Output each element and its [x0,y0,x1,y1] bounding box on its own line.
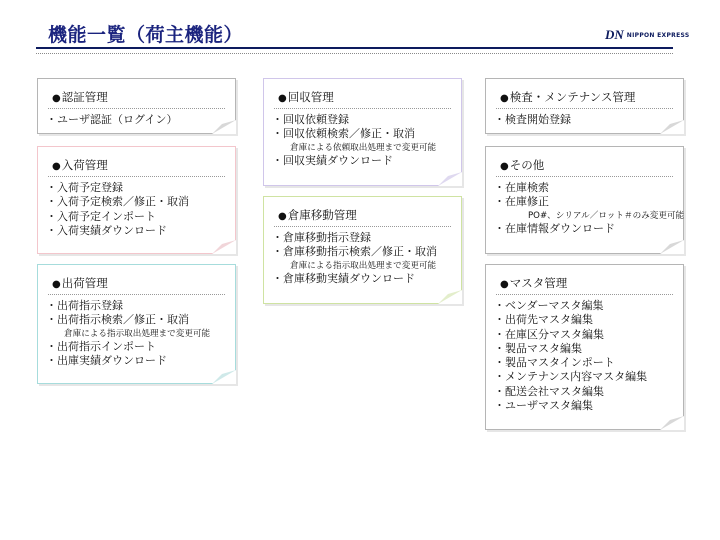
card-auth-title: ●認証管理 [52,90,108,104]
card-auth [37,78,236,134]
card-other-title: ●その他 [500,158,545,172]
card-inbound-title: ●入荷管理 [52,158,108,172]
item-note: PO#、シリアル／ロット＃のみ変更可能 [528,210,685,221]
page-curl-icon [438,172,462,186]
list-item: ・製品マスタ編集 [494,341,582,355]
card-transfer [263,196,462,304]
card-outbound [37,264,236,384]
list-item: ・回収実績ダウンロード [272,154,393,168]
list-item: ・入荷予定検索／修正・取消 [46,195,189,209]
page-title: 機能一覧（荷主機能） [48,24,244,46]
header-rule [36,47,673,49]
item-note: 倉庫による指示取出処理まで変更可能 [64,328,211,339]
list-item: ・配送会社マスタ編集 [494,384,604,398]
list-item: ・入荷予定インポート [46,209,156,223]
card-auth-separator [48,108,225,109]
card-inspection [485,78,684,134]
list-item: ・出荷先マスタ編集 [494,313,593,327]
list-item: ・出荷指示検索／修正・取消 [46,313,189,327]
list-item: ・製品マスタインポート [494,356,615,370]
page-curl-icon [212,370,236,384]
card-master-title: ●マスタ管理 [500,276,568,290]
page-curl-icon [438,290,462,304]
card-other [485,146,684,254]
card-transfer-separator [274,226,451,227]
list-item: ・ベンダーマスタ編集 [494,299,604,312]
list-item: ・倉庫移動指示登録 [272,231,371,244]
list-item: ・ユーザマスタ編集 [494,399,593,413]
page-curl-icon [660,240,684,254]
page-curl-icon [212,120,236,134]
list-item: ・在庫情報ダウンロード [494,222,615,236]
card-inspection-separator [496,108,673,109]
list-item: ・検査開始登録 [494,113,571,126]
list-item: ・在庫区分マスタ編集 [494,327,604,341]
list-item: ・倉庫移動指示検索／修正・取消 [272,245,437,259]
card-master-separator [496,294,673,295]
header-dotted-rule [36,53,673,54]
company-logo [605,27,689,43]
card-outbound-title: ●出荷管理 [52,276,108,290]
card-collection-title: ●回収管理 [278,90,334,104]
list-item: ・出荷指示登録 [46,299,123,312]
list-item: ・出庫実績ダウンロード [46,354,167,368]
list-item: ・入荷実績ダウンロード [46,223,167,237]
list-item: ・回収依頼登録 [272,113,349,126]
card-collection [263,78,462,186]
card-other-separator [496,176,673,177]
page-curl-icon [212,240,236,254]
list-item: ・在庫修正 [494,195,549,209]
card-inbound-separator [48,176,225,177]
logo-text: NIPPON EXPRESS [626,31,690,39]
card-transfer-title: ●倉庫移動管理 [278,208,357,222]
logo-mark: DN [605,27,624,42]
list-item: ・ユーザ認証（ログイン） [46,113,178,126]
list-item: ・入荷予定登録 [46,181,123,194]
list-item: ・在庫検索 [494,181,549,194]
list-item: ・回収依頼検索／修正・取消 [272,127,415,141]
page-curl-icon [660,120,684,134]
card-inbound [37,146,236,254]
list-item: ・メンテナンス内容マスタ編集 [494,370,648,384]
card-inspection-title: ●検査・メンテナンス管理 [500,90,636,104]
item-note: 倉庫による指示取出処理まで変更可能 [290,260,437,271]
card-master [485,264,684,430]
card-outbound-separator [48,294,225,295]
item-note: 倉庫による依頼取出処理まで変更可能 [290,142,437,153]
list-item: ・出荷指示インポート [46,340,156,354]
page-curl-icon [660,416,684,430]
list-item: ・倉庫移動実績ダウンロード [272,272,415,286]
card-collection-separator [274,108,451,109]
